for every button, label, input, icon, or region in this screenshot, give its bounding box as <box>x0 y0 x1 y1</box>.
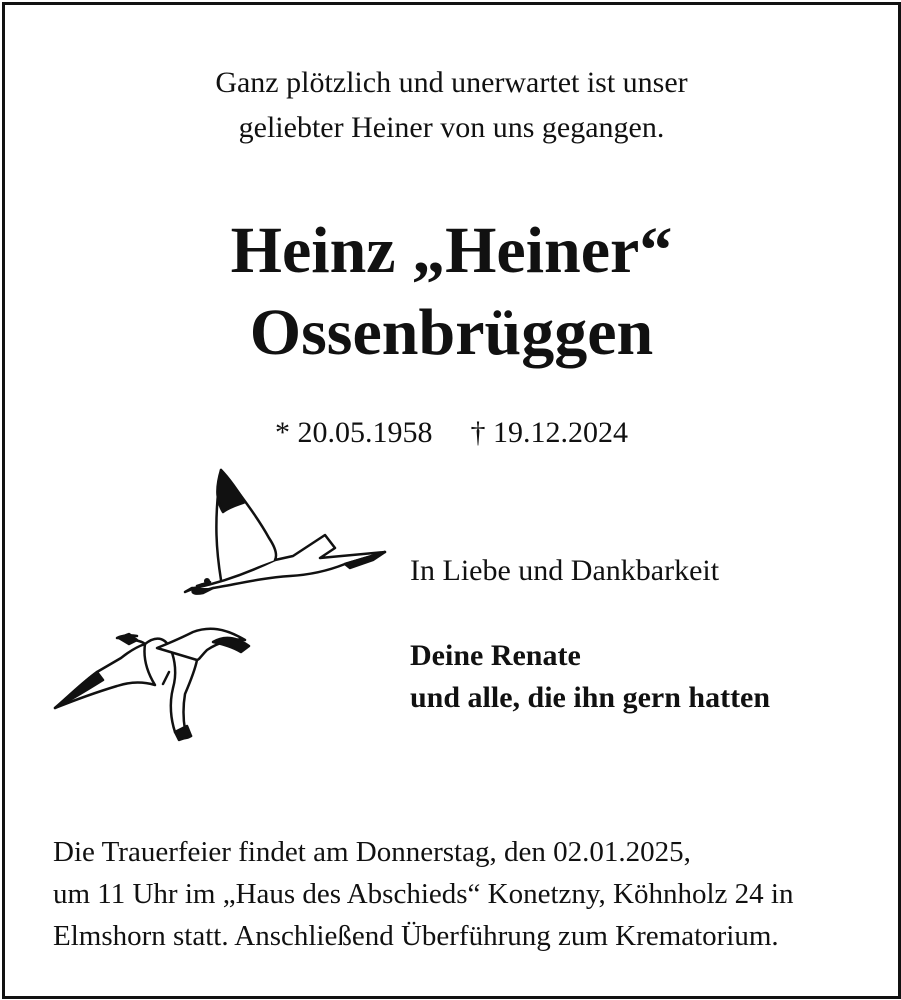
seagull-upper-icon <box>185 470 385 594</box>
deceased-name <box>5 210 898 374</box>
life-dates <box>5 413 898 453</box>
seagulls-icon <box>45 460 395 750</box>
obituary-notice <box>2 2 901 999</box>
death-date: † 19.12.2024 <box>470 416 628 449</box>
ceremony-line-1: Die Trauerfeier findet am Donnerstag, den 02.01.2025, <box>53 836 691 868</box>
ceremony-line-2: um 11 Uhr im „Haus des Abschieds“ Konetzny, Köhnholz 24 in <box>53 878 794 910</box>
intro-line-2: geliebter Heiner von uns gegangen. <box>238 111 665 144</box>
name-line-2: Ossenbrüggen <box>249 296 654 369</box>
gratitude-line: In Liebe und Dankbarkeit <box>410 554 720 587</box>
signer-line-1: Deine Renate <box>410 639 581 672</box>
seagull-lower-icon <box>55 629 249 740</box>
intro-line-1: Ganz plötzlich und unerwartet ist unser <box>215 66 688 99</box>
signer-line-2: und alle, die ihn gern hatten <box>410 681 771 714</box>
ceremony-line-3: Elmshorn statt. Anschließend Überführung zum Krematorium. <box>53 920 779 952</box>
name-line-1: Heinz „Heiner“ <box>230 214 673 287</box>
ceremony-details <box>53 831 873 957</box>
birth-date: * 20.05.1958 <box>275 416 433 449</box>
signers <box>410 635 770 719</box>
intro-text <box>5 60 898 150</box>
